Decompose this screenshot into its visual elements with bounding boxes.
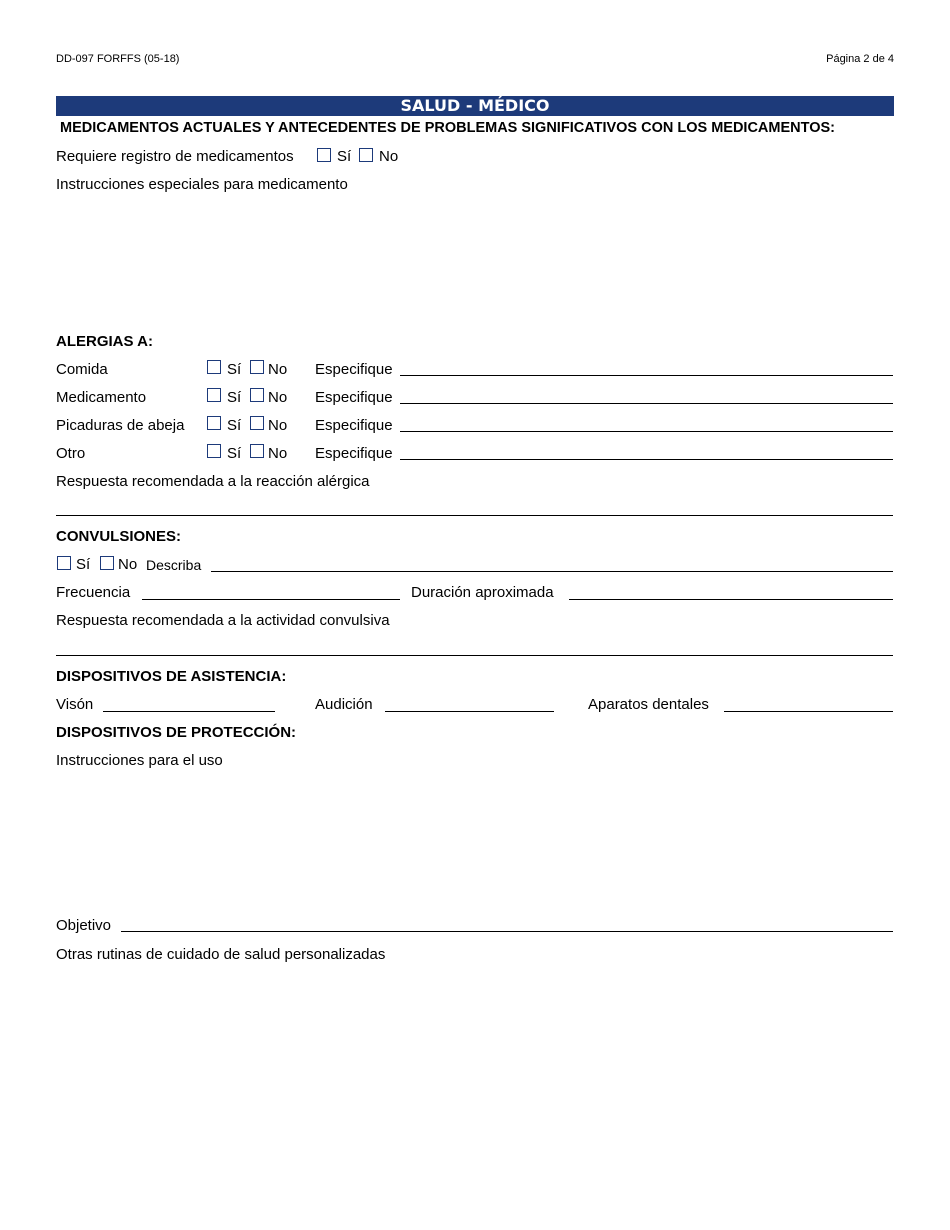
assistive-devices-heading: DISPOSITIVOS DE ASISTENCIA: [56,668,287,685]
frequency-label: Frecuencia [56,584,131,601]
med-log-no-label: No [379,148,399,165]
seizures-no-label: No [118,556,138,573]
allergy-food-specify-field[interactable] [400,375,893,376]
objective-field[interactable] [121,931,893,932]
specify-label: Especifique [315,389,393,406]
form-id: DD-097 FORFFS (05-18) [56,53,180,65]
frequency-field[interactable] [142,599,400,600]
special-instructions-label: Instrucciones especiales para medicamento [56,176,348,193]
allergy-food-yes-checkbox[interactable] [207,360,221,374]
hearing-field[interactable] [385,711,554,712]
med-log-yes-checkbox[interactable] [317,148,331,162]
objective-label: Objetivo [56,917,112,934]
allergy-bee-sting-no-checkbox[interactable] [250,416,264,430]
protective-devices-heading: DISPOSITIVOS DE PROTECCIÓN: [56,724,297,741]
allergy-other-specify-field[interactable] [400,459,893,460]
vision-field[interactable] [103,711,275,712]
allergy-medication-no-checkbox[interactable] [250,388,264,402]
allergy-other-no-checkbox[interactable] [250,444,264,458]
allergy-bee-sting-label: Picaduras de abeja [56,417,185,434]
med-log-yes-label: Sí [337,148,352,165]
seizure-response-field[interactable] [56,655,893,656]
allergy-no-label: No [268,417,288,434]
allergy-bee-sting-specify-field[interactable] [400,431,893,432]
dental-label: Aparatos dentales [588,696,709,713]
allergy-yes-label: Sí [227,417,242,434]
specify-label: Especifique [315,445,393,462]
allergy-bee-sting-yes-checkbox[interactable] [207,416,221,430]
page-number: Página 2 de 4 [826,53,894,65]
section-banner: SALUD - MÉDICO [56,96,894,116]
seizure-response-label: Respuesta recomendada a la actividad convulsiva [56,612,390,629]
describe-label: Describa [146,557,202,573]
allergy-no-label: No [268,389,288,406]
usage-instructions-field[interactable] [56,772,894,907]
usage-instructions-label: Instrucciones para el uso [56,752,223,769]
allergy-medication-specify-field[interactable] [400,403,893,404]
allergy-medication-label: Medicamento [56,389,147,406]
allergy-food-label: Comida [56,361,108,378]
med-log-no-checkbox[interactable] [359,148,373,162]
requires-medication-log-label: Requiere registro de medicamentos [56,148,294,165]
allergy-other-label: Otro [56,445,86,462]
specify-label: Especifique [315,361,393,378]
hearing-label: Audición [315,696,373,713]
duration-field[interactable] [569,599,893,600]
other-routines-label: Otras rutinas de cuidado de salud personalizadas [56,946,386,963]
seizures-heading: CONVULSIONES: [56,528,182,545]
allergy-no-label: No [268,361,288,378]
seizures-yes-label: Sí [76,556,91,573]
dental-field[interactable] [724,711,893,712]
allergy-other-yes-checkbox[interactable] [207,444,221,458]
allergy-yes-label: Sí [227,361,242,378]
vision-label: Visón [56,696,94,713]
allergy-food-no-checkbox[interactable] [250,360,264,374]
allergy-response-field[interactable] [56,515,893,516]
seizures-no-checkbox[interactable] [100,556,114,570]
specify-label: Especifique [315,417,393,434]
allergy-no-label: No [268,445,288,462]
allergy-medication-yes-checkbox[interactable] [207,388,221,402]
allergies-heading: ALERGIAS A: [56,333,153,350]
special-instructions-field[interactable] [56,196,894,326]
other-routines-field[interactable] [56,966,894,1166]
allergy-yes-label: Sí [227,445,242,462]
duration-label: Duración aproximada [411,584,554,601]
seizures-yes-checkbox[interactable] [57,556,71,570]
allergy-yes-label: Sí [227,389,242,406]
allergy-response-label: Respuesta recomendada a la reacción alérgica [56,473,370,490]
medications-heading: MEDICAMENTOS ACTUALES Y ANTECEDENTES DE PROBLEMAS SIGNIFICATIVOS CON LOS MEDICAMENTOS: [60,120,835,136]
seizures-describe-field[interactable] [211,571,893,572]
